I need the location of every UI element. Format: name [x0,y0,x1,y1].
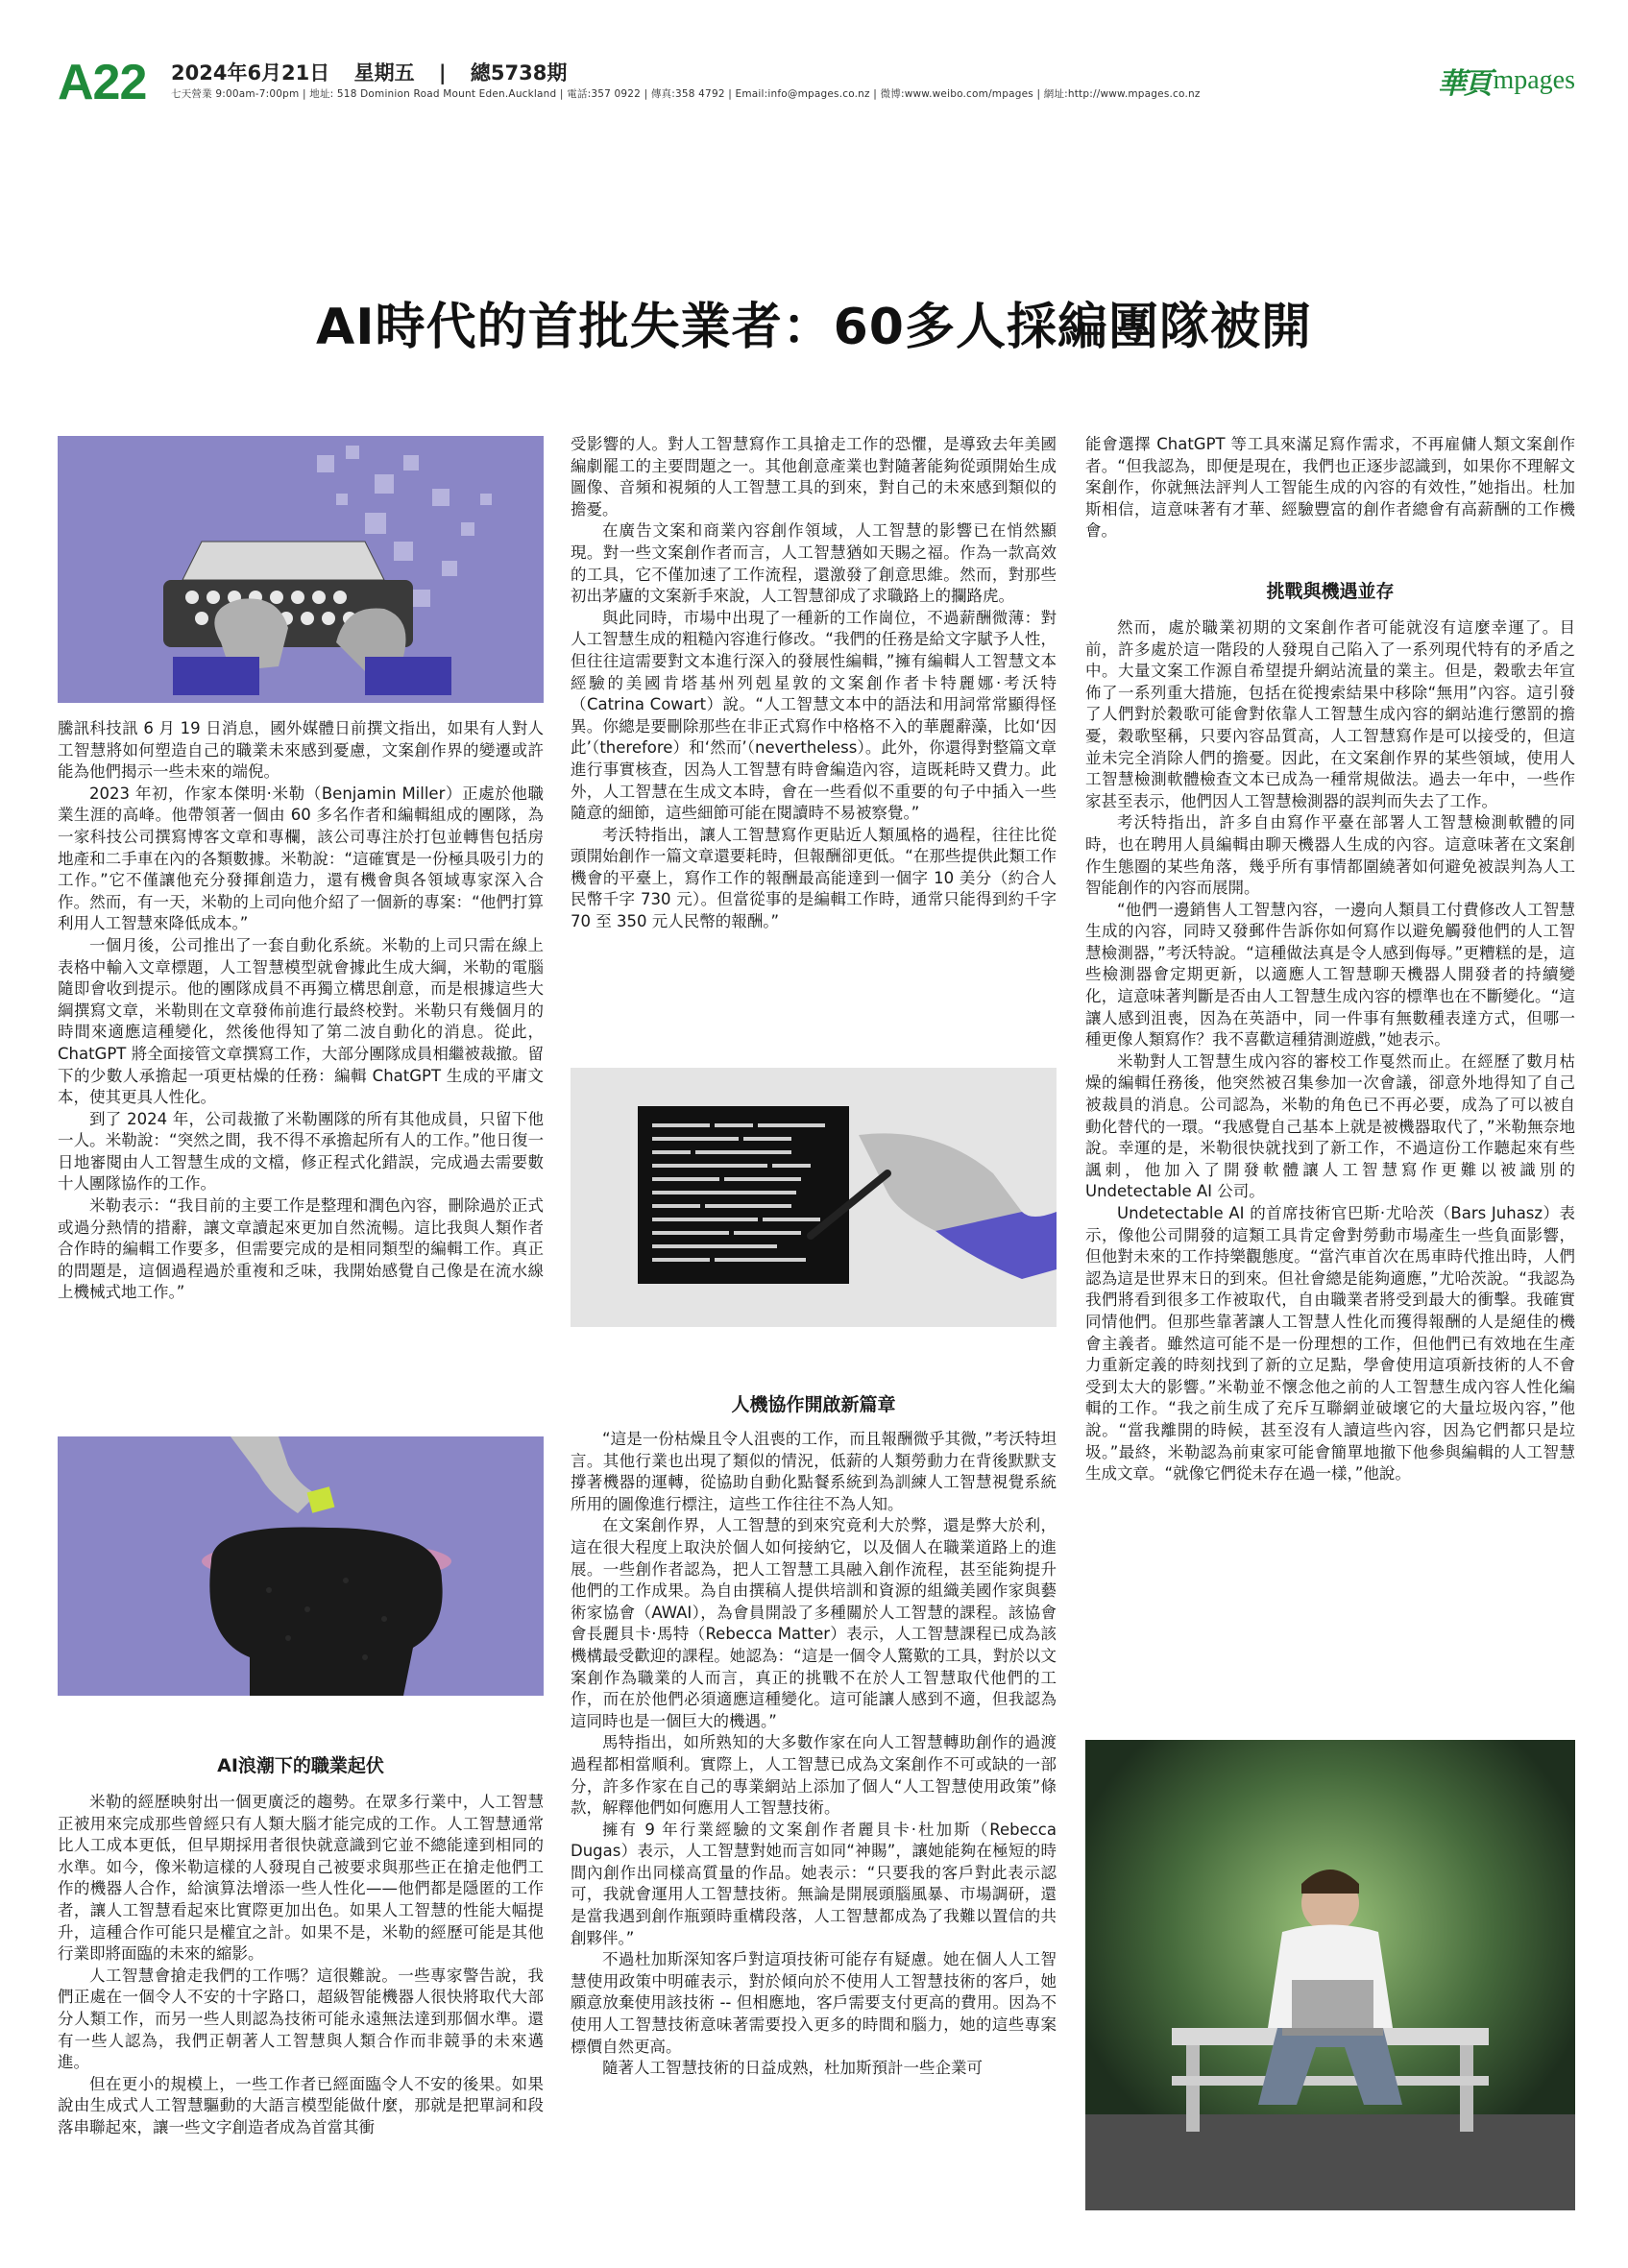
typewriter-hands-photo [58,436,544,703]
paragraph: 到了 2024 年，公司裁撤了米勒團隊的所有其他成員，只留下他一人。米勒說：“突然之間，我不得不承擔起所有人的工作。”他日復一日地審閱由人工智慧生成的文檔，修正程式化錯誤，完成過去需要數十人團隊協作的工作。 [58,1109,544,1194]
paragraph: 人工智慧會搶走我們的工作嗎？這很難說。一些專家警告說，我們正處在一個令人不安的十字路口，超級智能機器人很快將取代大部分人類工作，而另一些人則認為技術可能永遠無法達到那個水準。還有一些人認為，我們正朝著人工智慧與人類合作而非競爭的未來邁進。 [58,1966,544,2072]
pen-code-illustration [571,1068,1057,1327]
paragraph: 在文案創作界，人工智慧的到來究竟利大於弊，還是弊大於利，這在很大程度上取決於個人如何接納它，以及個人在職業道路上的進展。一些創作者認為，把人工智慧工具融入創作流程，甚至能夠提升他們的工作成果。為自由撰稿人提供培訓和資源的組織美國作家與藝術家協會（AWAI），為會員開設了多種關於人工智慧的課程。該協會會長麗貝卡·馬特（Rebecca Matter）表示，人工智慧課程已成為該機構最受歡迎的課程。她認為：“這是一個令人驚歎的工具，對於以文案創作為職業的人而言，真正的挑戰不在於人工智慧取代他們的工作，而在於他們必須適應這種變化。這可能讓人感到不適，但我認為這同時也是一個巨大的機遇。” [571,1516,1057,1730]
page-number: A22 [58,55,147,110]
paragraph: 能會選擇 ChatGPT 等工具來滿足寫作需求，不再雇傭人類文案創作者。“但我認為，即便是現在，我們也正逐步認識到，如果你不理解文案創作，你就無法評判人工智能生成的內容的有效性，”她指出。杜加斯相信，這意味著有才華、經驗豐富的創作者總會有高薪酬的工作機會。 [1085,435,1575,541]
paragraph: 米勒表示：“我目前的主要工作是整理和潤色內容，刪除過於正式或過分熱情的措辭，讓文章讀起來更加自然流暢。這比我與人類作者合作時的編輯工作要多，但需要完成的是相同類型的編輯工作。真正的問題是，這個過程過於重複和乏味，我開始感覺自己像是在流水線上機械式地工作。” [58,1196,544,1302]
paragraph: 與此同時，市場中出現了一種新的工作崗位，不過薪酬微薄：對人工智慧生成的粗糙內容進行修改。“我們的任務是給文字賦予人性，但往往這需要對文本進行深入的發展性編輯，”擁有編輯人工智慧文本經驗的美國肯塔基州列剋星敦的文案創作者卡特麗娜·考沃特（Catrina Cowart）說。“人工智慧文本中的語法和用詞常常顯得怪異。你總是要刪除那些在非正式寫作中格格不入的華麗辭藻，比如‘因此’（therefore）和‘然而’（nevertheless）。此外，你還得對整篇文章進行事實核查，因為人工智慧有時會編造內容，這既耗時又費力。此外，人工智慧在生成文本時，會在一些看似不重要的句子中插入一些隨意的細節，這些細節可能在閱讀時不易被察覺。” [571,608,1057,823]
article-headline: AI時代的首批失業者：60多人採編團隊被開 [316,299,1312,356]
article-column-2b [571,1392,1057,2080]
section-heading: AI浪潮下的職業起伏 [217,1755,384,1776]
paragraph: 米勒對人工智慧生成內容的審校工作戛然而止。在經歷了數月枯燥的編輯任務後，他突然被召集參加一次會議，卻意外地得知了自己被裁員的消息。公司認為，米勒的角色已不再必要，成為了可以被自動化替代的一環。“我感覺自己基本上就是被機器取代了，”米勒無奈地說。幸運的是，米勒很快就找到了新工作，不過這份工作聽起來有些諷刺，他加入了開發軟體讓人工智慧寫作更難以被識別的 Undetectable AI 公司。 [1085,1051,1575,1201]
logo-english: mpages [1493,65,1575,95]
paragraph: 受影響的人。對人工智慧寫作工具搶走工作的恐懼，是導致去年美國編劇罷工的主要問題之一。其他創意產業也對隨著能夠從頭開始生成圖像、音頻和視頻的人工智慧工具的到來，對自己的未來感到類似的擔憂。 [571,435,1057,519]
issue-date: 2024年6月21日 [171,61,330,84]
paragraph: 考沃特指出，許多自由寫作平臺在部署人工智慧檢測軟體的同時，也在聘用人員編輯由聊天機器人生成的內容。這意味著在文案創作生態圈的某些角落，幾乎所有事情都圍繞著如何避免被誤判為人工智能創作的內容而展開。 [1085,813,1575,898]
paragraph: 但在更小的規模上，一些工作者已經面臨令人不安的後果。如果說由生成式人工智慧驅動的大語言模型能做什麼，那就是把單詞和段落串聯起來，讓一些文字創造者成為首當其衝 [58,2074,544,2136]
article-column-1b [58,1753,544,2139]
paragraph: 考沃特指出，讓人工智慧寫作更貼近人類風格的過程，往往比從頭開始創作一篇文章還要耗時，但報酬卻更低。“在那些提供此類工作機會的平臺上，寫作工作的報酬最高能達到一個字 10 美分（約合人民幣千字 730 元）。但當從事的是編輯工作時，通常只能得到約千字 70 至 350 元人民幣的報酬。” [571,825,1057,931]
contact-info: 七天營業 9:00am-7:00pm | 地址: 518 Dominion Road Mount Eden.Auckland | 電話:357 0922 | 傳真:358 4792 | Email:info@mpages.co.nz | 微博:www.weibo.com/mpages | 網址:http://www.mpages.co.nz [171,88,1201,100]
header-separator: | [438,61,447,84]
paragraph: “他們一邊銷售人工智慧內容，一邊向人類員工付費修改人工智慧生成的內容，同時又發郵件告訴你如何寫作以避免觸發他們的人工智慧檢測器，”考沃特說。“這種做法真是令人感到侮辱。”更糟糕的是，這些檢測器會定期更新，以適應人工智慧聊天機器人開發者的持續變化，這意味著判斷是否由人工智慧生成內容的標準也在不斷變化。“這讓人感到沮喪，因為在英語中，同一件事有無數種表達方式，但哪一種更像人類寫作？我不喜歡這種猜測遊戲，”她表示。 [1085,900,1575,1050]
paragraph: “這是一份枯燥且令人沮喪的工作，而且報酬微乎其微，”考沃特坦言。其他行業也出現了類似的情況，低薪的人類勞動力在背後默默支撐著機器的運轉，從協助自動化點餐系統到為訓練人工智慧視覺系統所用的圖像進行標注，這些工作往往不為人知。 [571,1430,1057,1513]
paragraph: Undetectable AI 的首席技術官巴斯·尤哈茨（Bars Juhasz）表示，像他公司開發的這類工具肯定會對勞動市場產生一些負面影響，但他對未來的工作持樂觀態度。“當汽車首次在馬車時代推出時，人們認為這是世界末日的到來。但社會總是能夠適應，”尤哈茨說。“我認為我們將看到很多工作被取代，自由職業者將受到最大的衝擊。我確實同情他們。但那些靠著讓人工智慧人性化而獲得報酬的人是絕佳的機會主義者。雖然這可能不是一份理想的工作，但他們已有效地在生產力重新定義的時刻找到了新的立足點，學會使用這項新技術的人不會受到太大的影響。”米勒並不懷念他之前的人工智慧生成內容人性化編輯的工作。“我之前生成了充斥互聯網並破壞它的大量垃圾內容，”他說。“當我離開的時候，甚至沒有人讀這些內容，因為它們都只是垃圾。”最終，米勒認為前東家可能會簡單地撤下他參與編輯的人工智慧生成文章。“就像它們從未存在過一樣，”他說。 [1085,1204,1575,1484]
issue-number: 總5738期 [470,61,568,84]
article-column-1 [58,718,544,1304]
article-column-3 [1085,434,1575,1485]
paragraph: 騰訊科技訊 6 月 19 日消息，國外媒體日前撰文指出，如果有人對人工智慧將如何塑造自己的職業未來感到憂慮，文案創作界的變遷或許能為他們揭示一些未來的端倪。 [58,719,544,782]
page-header [58,54,1575,111]
paragraph: 不過杜加斯深知客戶對這項技術可能存有疑慮。她在個人人工智慧使用政策中明確表示，對於傾向於不使用人工智慧技術的客戶，她願意放棄使用該技術 -- 但相應地，客戶需要支付更高的費用。因為不使用人工智慧技術意味著需要投入更多的時間和腦力，她的這些專案標價自然更高。 [571,1950,1057,2056]
man-laptop-bench-photo [1085,1740,1575,2210]
head-silhouette-illustration [58,1436,544,1696]
mpages-logo [1437,61,1575,100]
article-column-2 [571,434,1057,933]
issue-line [171,58,584,86]
section-heading: 挑戰與機遇並存 [1266,580,1395,602]
paragraph: 隨著人工智慧技術的日益成熟，杜加斯預計一些企業可 [602,2059,983,2078]
paragraph: 米勒的經歷映射出一個更廣泛的趨勢。在眾多行業中，人工智慧正被用來完成那些曾經只有人類大腦才能完成的工作。人工智慧通常比人工成本更低，但早期採用者很快就意識到它並不總能達到相同的水準。如今，像米勒這樣的人發現自己被要求與那些正在搶走他們工作的機器人合作，給演算法增添一些人性化——他們都是隱匿的工作者，讓人工智慧看起來比實際更加出色。如果人工智慧的性能大幅提升，這種合作可能只是權宜之計。如果不是，米勒的經歷可能是其他行業即將面臨的未來的縮影。 [58,1793,544,1964]
paragraph: 2023 年初，作家本傑明·米勒（Benjamin Miller）正處於他職業生涯的高峰。他帶領著一個由 60 多名作者和編輯組成的團隊，為一家科技公司撰寫博客文章和專欄，該公司專注於打包並轉售包括房地產和二手車在內的各類數據。米勒說：“這確實是一份極具吸引力的工作。”它不僅讓他充分發揮創造力，還有機會與各領域專家深入合作。然而，有一天，米勒的上司向他介紹了一個新的專案：“他們打算利用人工智慧來降低成本。” [58,784,544,933]
issue-weekday: 星期五 [353,61,415,84]
section-heading: 人機協作開啟新篇章 [731,1394,896,1415]
bench-laptop-illustration [1085,1740,1575,2210]
paragraph: 然而，處於職業初期的文案創作者可能就沒有這麼幸運了。目前，許多處於這一階段的人發現自己陷入了一系列現代特有的矛盾之中。大量文案工作源自希望提升網站流量的業主。但是，穀歌去年宣佈了一系列重大措施，包括在從搜索結果中移除“無用”內容。這引發了人們對於穀歌可能會對依靠人工智慧生成內容的網站進行懲罰的擔憂，穀歌堅稱，只要內容品質高，人工智慧寫作是可以接受的，但這並未完全消除人們的擔憂。因此，在文案創作界的某些領域，使用人工智慧檢測軟體檢查文本已成為一種常規做法。過去一年中，一些作家甚至表示，他們因人工智慧檢測器的誤判而失去了工作。 [1085,617,1575,810]
hand-chip-head-photo [58,1436,544,1696]
paragraph: 在廣告文案和商業內容創作領域，人工智慧的影響已在悄然顯現。對一些文案創作者而言，人工智慧猶如天賜之福。作為一款高效的工具，它不僅加速了工作流程，還激發了創意思維。然而，對那些初出茅廬的文案新手來說，人工智慧卻成了求職路上的攔路虎。 [571,521,1057,606]
paragraph: 一個月後，公司推出了一套自動化系統。米勒的上司只需在線上表格中輸入文章標題，人工智慧模型就會據此生成大綱，米勒的電腦隨即會收到提示。他的團隊成員不再獨立構思創意，而是根據這些大綱撰寫文章，米勒則在文章發佈前進行最終校對。米勒只有幾個月的時間來適應這種變化，然後他得知了第二波自動化的消息。從此，ChatGPT 將全面接管文章撰寫工作，大部分團隊成員相繼被裁撤。留下的少數人承擔起一項更枯燥的任務：編輯 ChatGPT 生成的平庸文本，使其更具人性化。 [58,935,544,1107]
logo-chinese: 華頁 [1437,67,1490,101]
hand-pen-code-photo [571,1068,1057,1327]
paragraph: 擁有 9 年行業經驗的文案創作者麗貝卡·杜加斯（Rebecca Dugas）表示，人工智慧對她而言如同“神賜”，讓她能夠在極短的時間內創作出同樣高質量的作品。她表示：“只要我的客戶對此表示認可，我就會運用人工智慧技術。無論是開展頭腦風暴、市場調研，還是當我遇到創作瓶頸時重構段落，人工智慧都成為了我難以置信的共創夥伴。” [571,1820,1057,1947]
typewriter-illustration [58,436,544,703]
paragraph: 馬特指出，如所熟知的大多數作家在向人工智慧轉助創作的過渡過程都相當順利。實際上，人工智慧已成為文案創作不可或缺的一部分，許多作家在自己的專業網站上添加了個人“人工智慧使用政策”條款，解釋他們如何應用人工智慧技術。 [571,1733,1057,1818]
